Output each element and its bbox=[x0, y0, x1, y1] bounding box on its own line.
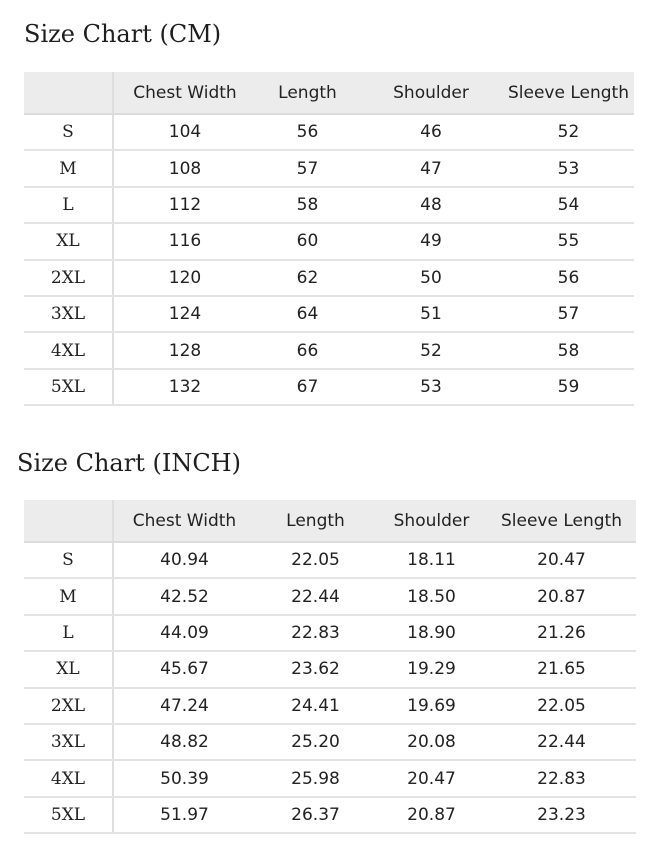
measurement-cell: 56 bbox=[503, 260, 634, 296]
measurement-cell: 57 bbox=[503, 296, 634, 332]
size-label-cell: S bbox=[24, 114, 113, 150]
measurement-cell: 53 bbox=[503, 150, 634, 186]
measurement-cell: 23.62 bbox=[255, 651, 376, 687]
measurement-cell: 104 bbox=[113, 114, 256, 150]
measurement-cell: 20.87 bbox=[376, 797, 487, 833]
measurement-cell: 21.65 bbox=[487, 651, 636, 687]
measurement-cell: 18.11 bbox=[376, 542, 487, 578]
size-label-cell: 5XL bbox=[24, 369, 113, 405]
measurement-cell: 18.90 bbox=[376, 615, 487, 651]
table-row bbox=[24, 223, 634, 259]
measurement-cell: 128 bbox=[113, 332, 256, 368]
column-header: Sleeve Length bbox=[487, 500, 636, 542]
measurement-cell: 56 bbox=[256, 114, 359, 150]
column-header: Length bbox=[256, 72, 359, 114]
size-label-cell: 4XL bbox=[24, 760, 113, 796]
measurement-cell: 108 bbox=[113, 150, 256, 186]
column-header: Chest Width bbox=[113, 72, 256, 114]
measurement-cell: 22.05 bbox=[255, 542, 376, 578]
measurement-cell: 22.44 bbox=[255, 578, 376, 614]
measurement-cell: 44.09 bbox=[113, 615, 255, 651]
table-row bbox=[24, 797, 636, 833]
header-row bbox=[24, 72, 634, 114]
table-row bbox=[24, 760, 636, 796]
measurement-cell: 24.41 bbox=[255, 688, 376, 724]
header-corner-cell bbox=[24, 500, 113, 542]
measurement-cell: 26.37 bbox=[255, 797, 376, 833]
size-label-cell: L bbox=[24, 187, 113, 223]
size-label-cell: L bbox=[24, 615, 113, 651]
table-row bbox=[24, 114, 634, 150]
table-row bbox=[24, 651, 636, 687]
size-chart-inch-title: Size Chart (INCH) bbox=[17, 449, 241, 477]
size-label-cell: 4XL bbox=[24, 332, 113, 368]
measurement-cell: 25.20 bbox=[255, 724, 376, 760]
size-label-cell: XL bbox=[24, 651, 113, 687]
column-header: Length bbox=[255, 500, 376, 542]
measurement-cell: 20.87 bbox=[487, 578, 636, 614]
table-row bbox=[24, 542, 636, 578]
size-label-cell: 2XL bbox=[24, 688, 113, 724]
size-label-cell: M bbox=[24, 578, 113, 614]
measurement-cell: 22.83 bbox=[487, 760, 636, 796]
measurement-cell: 52 bbox=[503, 114, 634, 150]
measurement-cell: 47.24 bbox=[113, 688, 255, 724]
measurement-cell: 22.83 bbox=[255, 615, 376, 651]
column-header: Sleeve Length bbox=[503, 72, 634, 114]
table-row bbox=[24, 724, 636, 760]
measurement-cell: 112 bbox=[113, 187, 256, 223]
measurement-cell: 120 bbox=[113, 260, 256, 296]
measurement-cell: 42.52 bbox=[113, 578, 255, 614]
header-corner-cell bbox=[24, 72, 113, 114]
size-label-cell: 3XL bbox=[24, 296, 113, 332]
measurement-cell: 40.94 bbox=[113, 542, 255, 578]
measurement-cell: 49 bbox=[359, 223, 503, 259]
measurement-cell: 18.50 bbox=[376, 578, 487, 614]
measurement-cell: 19.29 bbox=[376, 651, 487, 687]
table-row bbox=[24, 187, 634, 223]
measurement-cell: 132 bbox=[113, 369, 256, 405]
table-row bbox=[24, 688, 636, 724]
measurement-cell: 58 bbox=[503, 332, 634, 368]
measurement-cell: 22.05 bbox=[487, 688, 636, 724]
measurement-cell: 124 bbox=[113, 296, 256, 332]
measurement-cell: 57 bbox=[256, 150, 359, 186]
size-chart-cm-title: Size Chart (CM) bbox=[24, 20, 222, 48]
table-row bbox=[24, 332, 634, 368]
size-chart-inch-table bbox=[24, 500, 636, 834]
measurement-cell: 45.67 bbox=[113, 651, 255, 687]
column-header: Shoulder bbox=[376, 500, 487, 542]
measurement-cell: 20.47 bbox=[487, 542, 636, 578]
measurement-cell: 66 bbox=[256, 332, 359, 368]
measurement-cell: 55 bbox=[503, 223, 634, 259]
size-label-cell: 3XL bbox=[24, 724, 113, 760]
measurement-cell: 20.47 bbox=[376, 760, 487, 796]
measurement-cell: 47 bbox=[359, 150, 503, 186]
column-header: Shoulder bbox=[359, 72, 503, 114]
size-label-cell: S bbox=[24, 542, 113, 578]
measurement-cell: 51.97 bbox=[113, 797, 255, 833]
measurement-cell: 54 bbox=[503, 187, 634, 223]
table-row bbox=[24, 578, 636, 614]
measurement-cell: 53 bbox=[359, 369, 503, 405]
measurement-cell: 48 bbox=[359, 187, 503, 223]
table-row bbox=[24, 369, 634, 405]
measurement-cell: 25.98 bbox=[255, 760, 376, 796]
measurement-cell: 22.44 bbox=[487, 724, 636, 760]
size-label-cell: 2XL bbox=[24, 260, 113, 296]
measurement-cell: 62 bbox=[256, 260, 359, 296]
measurement-cell: 67 bbox=[256, 369, 359, 405]
measurement-cell: 60 bbox=[256, 223, 359, 259]
table-row bbox=[24, 260, 634, 296]
measurement-cell: 51 bbox=[359, 296, 503, 332]
measurement-cell: 59 bbox=[503, 369, 634, 405]
measurement-cell: 19.69 bbox=[376, 688, 487, 724]
size-label-cell: XL bbox=[24, 223, 113, 259]
table-row bbox=[24, 615, 636, 651]
measurement-cell: 58 bbox=[256, 187, 359, 223]
measurement-cell: 50 bbox=[359, 260, 503, 296]
measurement-cell: 46 bbox=[359, 114, 503, 150]
measurement-cell: 116 bbox=[113, 223, 256, 259]
size-label-cell: 5XL bbox=[24, 797, 113, 833]
measurement-cell: 23.23 bbox=[487, 797, 636, 833]
measurement-cell: 50.39 bbox=[113, 760, 255, 796]
table-row bbox=[24, 150, 634, 186]
measurement-cell: 48.82 bbox=[113, 724, 255, 760]
size-chart-cm-table bbox=[24, 72, 634, 406]
measurement-cell: 20.08 bbox=[376, 724, 487, 760]
size-label-cell: M bbox=[24, 150, 113, 186]
table-row bbox=[24, 296, 634, 332]
measurement-cell: 52 bbox=[359, 332, 503, 368]
measurement-cell: 21.26 bbox=[487, 615, 636, 651]
measurement-cell: 64 bbox=[256, 296, 359, 332]
header-row bbox=[24, 500, 636, 542]
column-header: Chest Width bbox=[113, 500, 255, 542]
